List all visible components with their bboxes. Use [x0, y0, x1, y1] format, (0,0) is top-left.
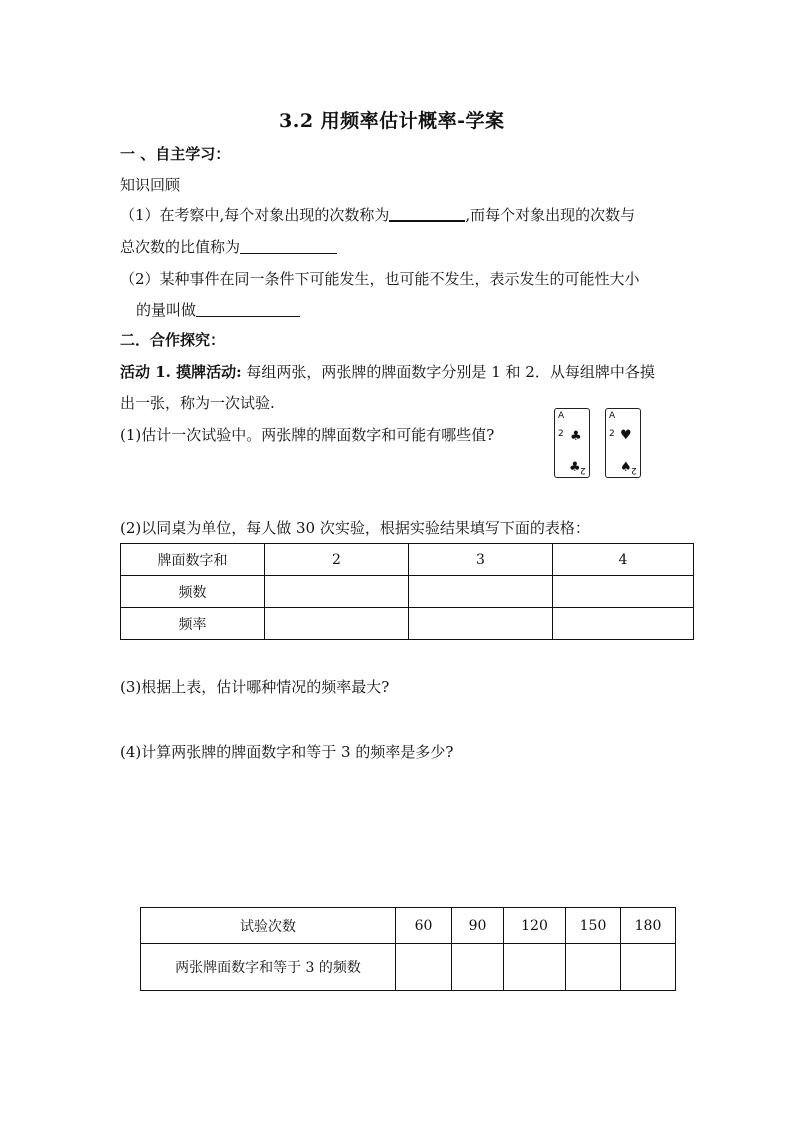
- table-input-cell[interactable]: [396, 944, 452, 991]
- answer-blank-probability[interactable]: [196, 301, 300, 317]
- question-2-line-2: [136, 300, 300, 320]
- table-header-cell: 120: [504, 908, 566, 944]
- table-header-row: [121, 544, 694, 576]
- table-row: [141, 944, 676, 991]
- playing-card-clubs: [554, 408, 590, 478]
- table-header-cell: 90: [452, 908, 504, 944]
- question-1-line-1: [120, 205, 635, 225]
- heart-icon: ♥: [620, 428, 632, 443]
- question-p2: (2)以同桌为单位，每人做 30 次实验，根据实验结果填写下面的表格：: [120, 519, 590, 537]
- card-corner-bottom: 2: [580, 465, 586, 475]
- table-input-cell[interactable]: [566, 944, 621, 991]
- question-2-line-1: （2）某种事件在同一条件下可能发生，也可能不发生，表示发生的可能性大小: [120, 270, 640, 288]
- table-row: [121, 576, 694, 608]
- card-corner-top: A: [558, 411, 565, 421]
- table-input-cell[interactable]: [621, 944, 676, 991]
- club-icon: ♣: [569, 460, 581, 475]
- card-corner-mid: 2: [609, 429, 615, 439]
- table-header-cell: 4: [553, 544, 694, 576]
- trial-count-table: [140, 907, 676, 991]
- question-p3: (3)根据上表，估计哪种情况的频率最大?: [120, 678, 390, 696]
- table-input-cell[interactable]: [452, 944, 504, 991]
- table-input-cell[interactable]: [553, 576, 694, 608]
- table-input-cell[interactable]: [265, 608, 409, 640]
- table-header-cell: 3: [409, 544, 553, 576]
- activity-text-1: 每组两张，两张牌的牌面数字分别是 1 和 2．从每组牌中各摸: [241, 363, 655, 381]
- section-heading-self-study: 一 、自主学习：: [120, 145, 231, 163]
- question-1-line-2: [120, 237, 337, 257]
- question-1-text-a: （1）在考察中,每个对象出现的次数称为: [120, 206, 390, 224]
- activity-label: 活动 1. 摸牌活动:: [120, 363, 242, 381]
- page-title: 3.2 用频率估计概率-学案: [279, 110, 505, 132]
- table-header-cell: 150: [566, 908, 621, 944]
- subheading-knowledge-review: 知识回顾: [120, 176, 181, 194]
- table-input-cell[interactable]: [409, 608, 553, 640]
- playing-card-hearts-spades: [605, 408, 641, 478]
- card-corner-bottom: 2: [631, 465, 637, 475]
- answer-blank-frequency[interactable]: [389, 205, 465, 222]
- table-header-cell: 180: [621, 908, 676, 944]
- answer-blank-relative-frequency[interactable]: [240, 238, 337, 254]
- table-input-cell[interactable]: [553, 608, 694, 640]
- table-row-label: 频率: [121, 608, 265, 640]
- table-input-cell[interactable]: [504, 944, 566, 991]
- table-header-row: [141, 908, 676, 944]
- frequency-table: [120, 543, 694, 640]
- activity-line-1: [120, 362, 655, 382]
- table-input-cell[interactable]: [409, 576, 553, 608]
- table-header-cell: 牌面数字和: [121, 544, 265, 576]
- club-icon: ♣: [570, 429, 582, 444]
- question-p4: (4)计算两张牌的牌面数字和等于 3 的频率是多少?: [120, 743, 454, 761]
- table-input-cell[interactable]: [265, 576, 409, 608]
- card-corner-top: A: [609, 411, 616, 421]
- table-row-label: 两张牌面数字和等于 3 的频数: [141, 944, 396, 991]
- question-2-text-b: 的量叫做: [136, 301, 197, 319]
- question-1-text-b: ,而每个对象出现的次数与: [465, 206, 636, 224]
- section-heading-cooperative-inquiry: 二．合作探究：: [120, 331, 226, 349]
- table-row: [121, 608, 694, 640]
- card-corner-mid: 2: [558, 429, 564, 439]
- question-p1: (1)估计一次试验中。两张牌的牌面数字和可能有哪些值?: [120, 426, 495, 444]
- question-1-text-c: 总次数的比值称为: [120, 238, 241, 256]
- table-header-cell: 60: [396, 908, 452, 944]
- table-header-cell: 2: [265, 544, 409, 576]
- activity-line-2: 出一张，称为一次试验.: [120, 394, 275, 412]
- spade-icon: ♠: [620, 460, 632, 475]
- table-header-cell: 试验次数: [141, 908, 396, 944]
- table-row-label: 频数: [121, 576, 265, 608]
